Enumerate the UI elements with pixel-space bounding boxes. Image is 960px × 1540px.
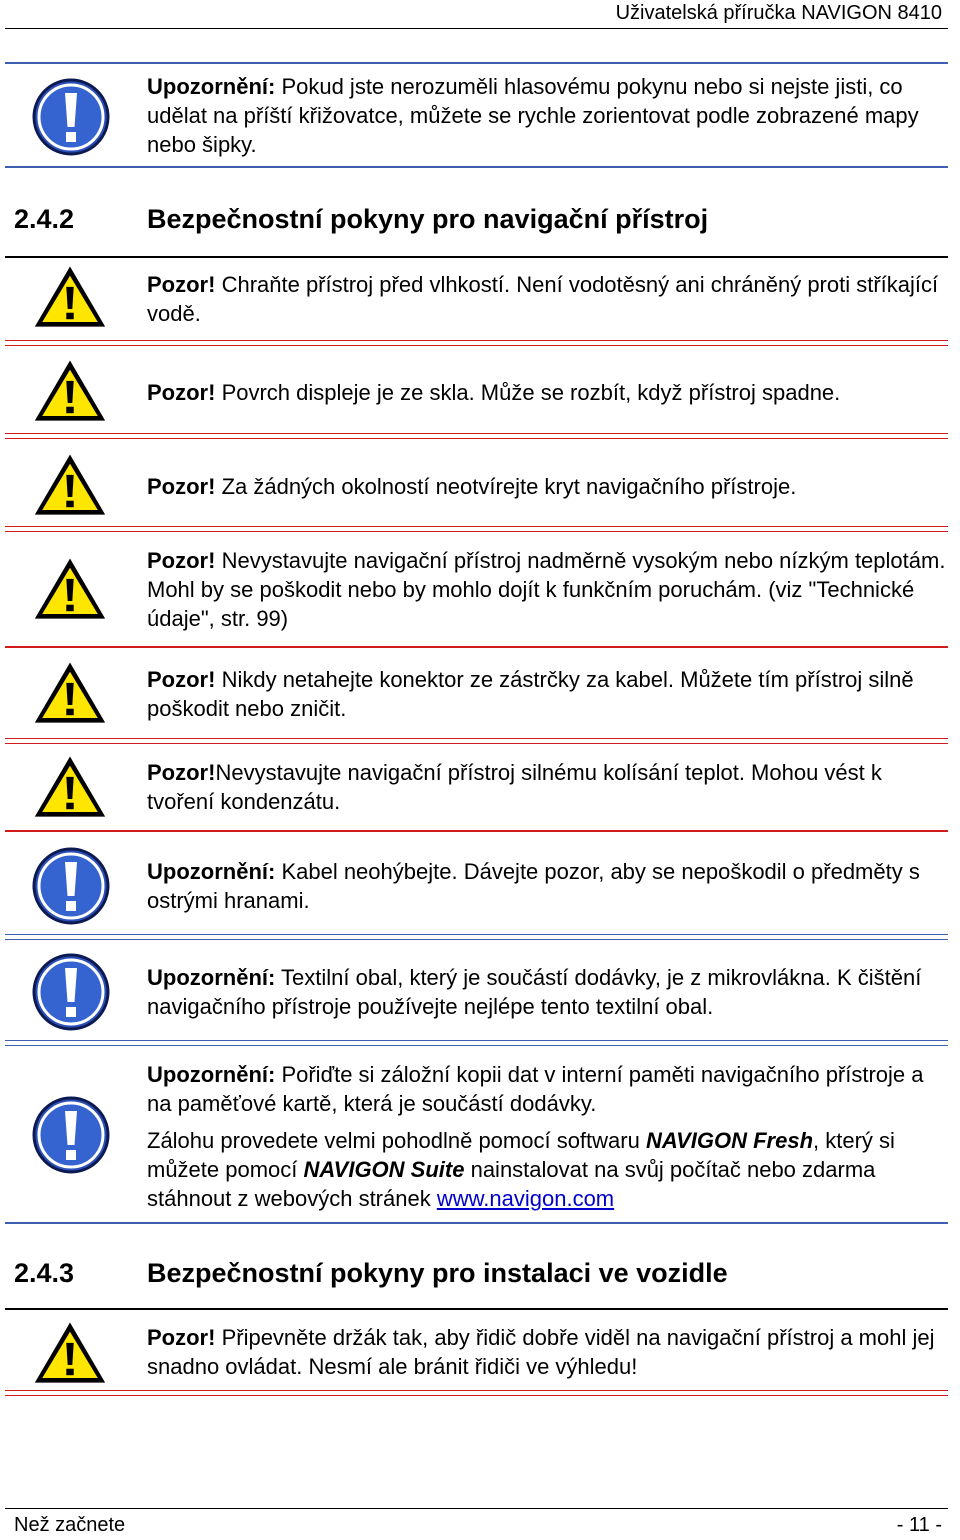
page-number: - 11 - (896, 1514, 942, 1536)
divider (5, 340, 948, 341)
warning-text (147, 546, 947, 633)
warning-label: Pozor! (147, 474, 216, 499)
warning-label: Pozor! (147, 272, 216, 297)
warning-label: Pozor! (147, 667, 216, 692)
divider (5, 1040, 948, 1041)
divider (5, 1308, 948, 1310)
warning-body: Chraňte přístroj před vlhkostí. Není vodotěsný ani chráněný proti stříkající vodě. (147, 272, 939, 326)
warning-body: Nikdy netahejte konektor ze zástrčky za kabel. Můžete tím přístroj silně poškodit nebo zničit. (147, 667, 914, 721)
divider (5, 433, 948, 434)
warning-text (147, 758, 947, 816)
warning-label: Pozor! (147, 760, 216, 785)
note-body: Kabel neohýbejte. Dávejte pozor, aby se nepoškodil o předměty s ostrými hranami. (147, 859, 920, 913)
warning-body: Povrch displeje je ze skla. Může se rozbít, když přístroj spadne. (215, 380, 841, 405)
warning-icon (33, 264, 107, 330)
header-rule (5, 28, 948, 29)
warning-icon (33, 358, 107, 424)
note-label: Upozornění: (147, 1062, 276, 1087)
note-body: Pořiďte si záložní kopii dat v interní paměti navigačního přístroje a na paměťové kartě, která je součástí dodávky. (147, 1062, 924, 1116)
warning-text (147, 1323, 947, 1381)
note-label: Upozornění: (147, 859, 276, 884)
section-number: 2.4.3 (14, 1258, 75, 1288)
warning-icon (33, 660, 107, 726)
divider (5, 1222, 948, 1224)
note-label: Upozornění: (147, 965, 276, 990)
note-body: Zálohu provedete velmi pohodlně pomocí softwaru (147, 1128, 646, 1153)
info-icon (31, 77, 111, 157)
footer-rule (5, 1508, 948, 1509)
warning-text (147, 472, 947, 501)
divider (5, 830, 948, 832)
section-number: 2.4.2 (14, 204, 75, 234)
info-icon (31, 1095, 111, 1175)
navigon-link[interactable]: www.navigon.com (436, 1186, 615, 1211)
running-header: Uživatelská příručka NAVIGON 8410 (615, 2, 942, 24)
warning-text (147, 270, 947, 328)
warning-body: Za žádných okolností neotvírejte kryt navigačního přístroje. (215, 474, 797, 499)
info-icon (31, 846, 111, 926)
section-title: Bezpečnostní pokyny pro navigační přístroj (147, 204, 709, 234)
product-name: NAVIGON Fresh (645, 1128, 814, 1153)
warning-label: Pozor! (147, 380, 216, 405)
warning-label: Pozor! (147, 1325, 216, 1350)
warning-icon (33, 452, 107, 518)
note-paragraph (147, 1126, 947, 1213)
warning-icon (33, 1320, 107, 1386)
note-text (147, 72, 947, 159)
note-text (147, 857, 947, 915)
warning-icon (33, 556, 107, 622)
divider (5, 934, 948, 935)
warning-text (147, 378, 947, 407)
section-title: Bezpečnostní pokyny pro instalaci ve vozidle (147, 1258, 728, 1288)
note-label: Upozornění: (147, 74, 276, 99)
product-name: NAVIGON Suite (303, 1157, 465, 1182)
divider (5, 1390, 948, 1391)
warning-text (147, 665, 947, 723)
footer-chapter: Než začnete (14, 1514, 126, 1536)
note-body: , který si můžete pomocí (147, 1128, 895, 1182)
warning-body: Připevněte držák tak, aby řidič dobře viděl na navigační přístroj a mohl jej snadno ovládat. Nesmí ale bránit řidiči ve výhledu! (147, 1325, 935, 1379)
note-body: nainstalovat na svůj počítač nebo zdarma stáhnout z webových stránek (147, 1157, 876, 1211)
info-icon (31, 952, 111, 1032)
divider (5, 526, 948, 527)
divider (5, 62, 948, 64)
warning-body: Nevystavujte navigační přístroj silnému kolísání teplot. Mohou vést k tvoření kondenzátu. (147, 760, 882, 814)
divider (5, 166, 948, 168)
note-text (147, 963, 947, 1021)
note-text (147, 1060, 947, 1118)
divider (5, 646, 948, 648)
divider (5, 256, 948, 258)
warning-icon (33, 754, 107, 820)
warning-label: Pozor! (147, 548, 216, 573)
note-body: Textilní obal, který je součástí dodávky, je z mikrovlákna. K čištění navigačního přístroje používejte nejlépe tento textilní obal. (147, 965, 922, 1019)
note-body: Pokud jste nerozuměli hlasovému pokynu nebo si nejste jisti, co udělat na příští křižovatce, můžete se rychle zorientovat podle zobrazené mapy nebo šipky. (147, 74, 919, 157)
warning-body: Nevystavujte navigační přístroj nadměrně vysokým nebo nízkým teplotám. Mohl by se poškodit nebo by mohlo dojít k funkčním poruchám. (viz "Technické údaje", str. 99) (147, 548, 946, 631)
divider (5, 738, 948, 739)
